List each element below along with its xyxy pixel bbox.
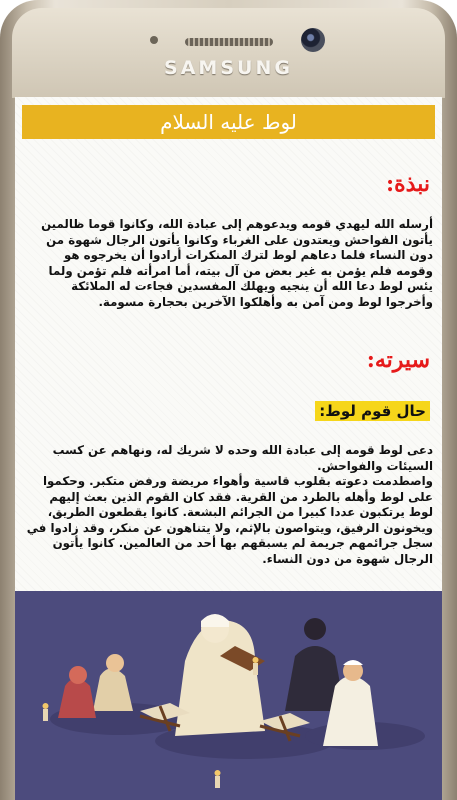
phone-top-bezel (12, 8, 445, 98)
about-paragraph: أرسله الله ليهدي قومه ويدعوهم إلى عبادة الله، وكانوا قوما ظالمين يأتون الفواحش ويعتدون على الغرباء وكانوا يأتون الرجال شهوة من دون النساء فلما دعاهم لوط لترك المنكرات أرادوا أن يخرجوه هو وقومه فلم يؤمن به غير بعض من آل بيته، أما امرأته فلم تؤمن ولما يئس لوط دعا الله أن ينجيه ويهلك المفسدين فجاءت له الملائكة وأخرجوا لوط ومن آمن به وأهلكوا الآخرين بحجارة مسومة. (41, 217, 433, 309)
article-title: لوط عليه السلام (160, 110, 297, 134)
people-of-lot-paragraph: دعى لوط قومه إلى عبادة الله وحده لا شريك له، ونهاهم عن كسب السيئات والفواحش. واصطدمت دعوته بقلوب قاسية وأهواء مريضة ورفض متكبر. وحكموا على لوط وأهله بالطرد من القرية. فقد كان القوم الذين بعث إليهم لوط يرتكبون عددا كبيرا من الجرائم البشعة. كانوا يقطعون الطريق، ويخونون الرفيق، ويتواصون بالإثم، ولا يتناهون عن منكر، وقد زادوا في سجل جرائمهم جريمة لم يسبقهم بها أحد من العالمين. كانوا يأتون الرجال شهوة من دون النساء. (26, 443, 433, 566)
front-camera-icon (301, 28, 325, 52)
quran-study-illustration (15, 591, 442, 800)
earpiece-speaker (185, 38, 273, 46)
illustration-graphic (15, 591, 442, 800)
device-brand: SAMSUNG (164, 57, 293, 79)
proximity-sensor (150, 36, 158, 44)
app-screen[interactable] (15, 97, 442, 800)
article-title-bar (22, 105, 435, 139)
biography-heading: سيرته: (366, 347, 430, 373)
people-of-lot-heading: حال قوم لوط: (315, 401, 430, 421)
about-heading: نبذة: (386, 171, 430, 197)
